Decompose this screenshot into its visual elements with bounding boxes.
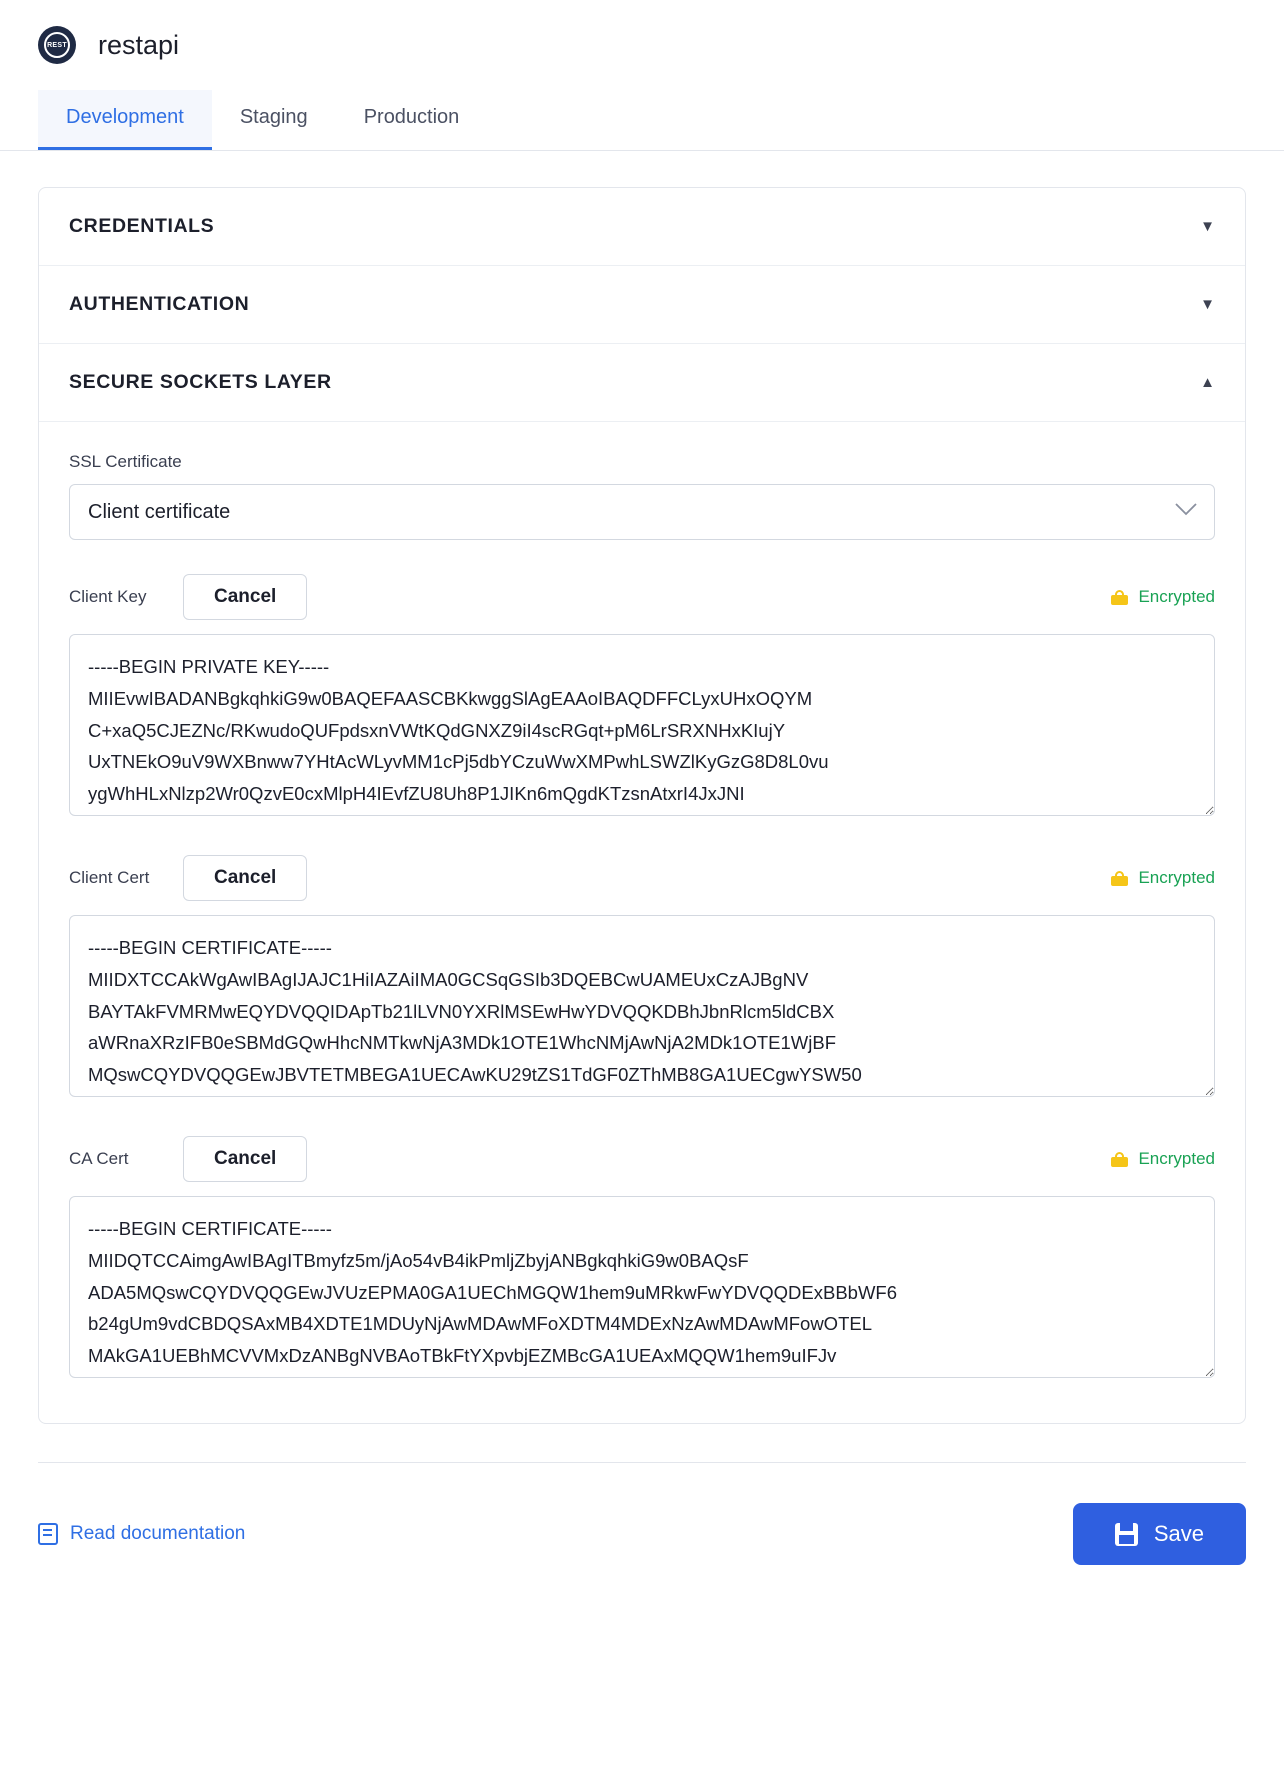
ssl-certificate-label: SSL Certificate: [69, 452, 182, 471]
save-button[interactable]: [1073, 1503, 1246, 1565]
settings-panel: [38, 187, 1246, 1424]
ca-cert-cancel-button[interactable]: Cancel: [183, 1136, 307, 1182]
ca-cert-textarea[interactable]: [69, 1196, 1215, 1378]
chevron-down-icon-authentication[interactable]: ▼: [1200, 296, 1215, 313]
save-disk-icon: [1115, 1523, 1138, 1546]
client-key-label: Client Key: [69, 587, 147, 606]
client-key-textarea[interactable]: [69, 634, 1215, 816]
footer-bar: [38, 1462, 1246, 1605]
document-icon: [38, 1523, 58, 1545]
section-title-secure-sockets-layer: SECURE SOCKETS LAYER: [69, 371, 332, 393]
environment-tabs: [0, 64, 1284, 151]
ssl-certificate-select[interactable]: Client certificate: [69, 484, 1215, 540]
tab-development[interactable]: Development: [38, 90, 212, 150]
chevron-down-icon-credentials[interactable]: ▼: [1200, 218, 1215, 235]
section-title-credentials: CREDENTIALS: [69, 215, 215, 237]
lock-icon: [1111, 1152, 1128, 1167]
client-cert-label: Client Cert: [69, 868, 150, 887]
client-key-row: [69, 574, 1215, 620]
client-key-encrypted-status: [1111, 587, 1215, 607]
ca-cert-encrypted-status: [1111, 1149, 1215, 1169]
save-button-label: Save: [1153, 1521, 1204, 1546]
client-cert-encrypted-label: Encrypted: [1138, 868, 1215, 887]
settings-content: [0, 151, 1284, 1424]
read-documentation-link[interactable]: [38, 1523, 245, 1545]
rest-logo-text: REST: [44, 32, 70, 58]
client-key-block: [69, 574, 1215, 821]
lock-icon: [1111, 590, 1128, 605]
section-header-authentication[interactable]: [39, 266, 1245, 344]
client-cert-row: [69, 855, 1215, 901]
tab-production[interactable]: Production: [363, 106, 460, 128]
ca-cert-row: [69, 1136, 1215, 1182]
rest-logo-icon: [38, 26, 76, 64]
ca-cert-label: CA Cert: [69, 1149, 129, 1168]
page-title: restapi: [98, 29, 180, 60]
client-key-cancel-button[interactable]: Cancel: [183, 574, 307, 620]
ca-cert-encrypted-label: Encrypted: [1138, 1149, 1215, 1168]
client-cert-textarea[interactable]: [69, 915, 1215, 1097]
client-cert-encrypted-status: [1111, 868, 1215, 888]
app-header: [0, 0, 1284, 64]
ssl-section-body: [39, 422, 1245, 1423]
section-header-credentials[interactable]: [39, 188, 1245, 266]
lock-icon: [1111, 871, 1128, 886]
client-cert-block: [69, 855, 1215, 1102]
chevron-up-icon-secure-sockets-layer[interactable]: ▲: [1200, 374, 1215, 391]
ssl-certificate-select-wrap: [69, 484, 1215, 540]
read-documentation-label: Read documentation: [70, 1523, 246, 1544]
client-cert-cancel-button[interactable]: Cancel: [183, 855, 307, 901]
tab-staging[interactable]: Staging: [239, 106, 308, 128]
section-header-secure-sockets-layer[interactable]: [39, 344, 1245, 422]
client-key-encrypted-label: Encrypted: [1138, 587, 1215, 606]
ca-cert-block: [69, 1136, 1215, 1383]
section-title-authentication: AUTHENTICATION: [69, 293, 250, 315]
